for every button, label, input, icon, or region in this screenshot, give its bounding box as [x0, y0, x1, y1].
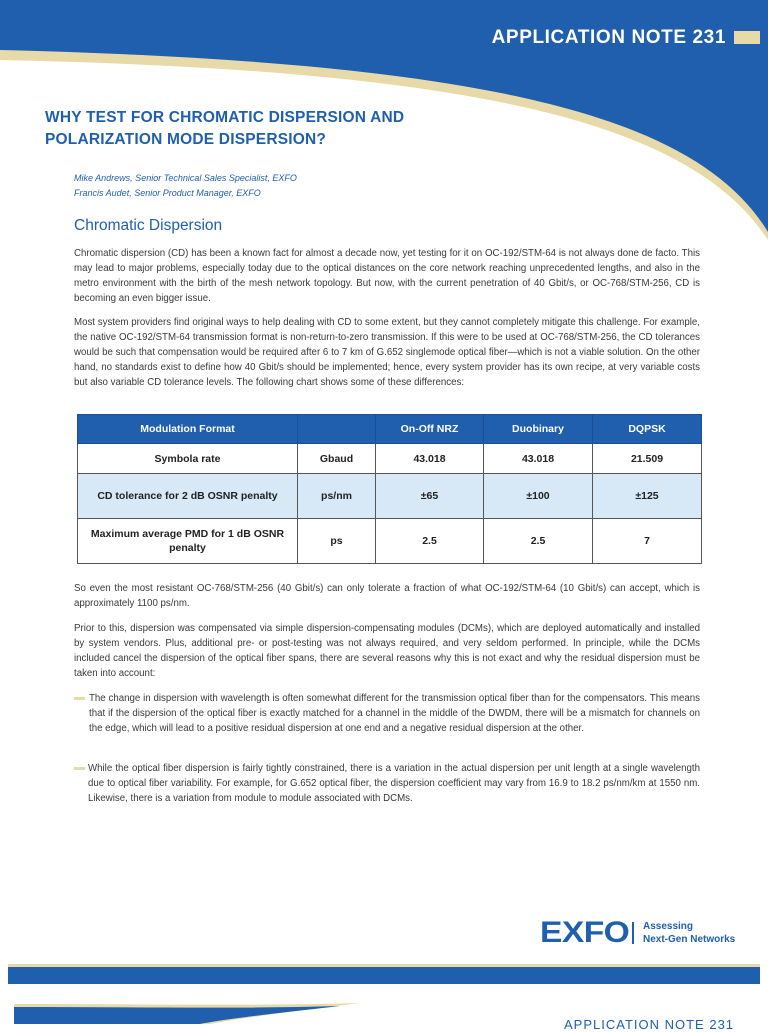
table-cell: Maximum average PMD for 1 dB OSNR penalty [78, 519, 298, 564]
modulation-format-table [77, 414, 702, 564]
author-line: Francis Audet, Senior Product Manager, EXFO [74, 188, 261, 198]
table-cell: 21.509 [593, 444, 702, 474]
table-header-row [78, 415, 702, 444]
table-header-cell [298, 415, 376, 444]
table-header-cell: On-Off NRZ [376, 415, 484, 444]
logo-tagline [643, 920, 735, 946]
bullet-marker-icon [74, 697, 85, 700]
logo-divider [632, 922, 634, 944]
table-header-cell: DQPSK [593, 415, 702, 444]
table-cell: ±100 [484, 474, 593, 519]
table-header-cell: Duobinary [484, 415, 593, 444]
page-title: WHY TEST FOR CHROMATIC DISPERSION AND POLARIZATION MODE DISPERSION? [45, 109, 405, 148]
table-cell: ps [298, 519, 376, 564]
table-cell: 7 [593, 519, 702, 564]
body-paragraph: Prior to this, dispersion was compensated via simple dispersion-compensating modules (DCMs), which are deployed automatically and installed by system vendors. Plus, additional pre- or post-testing was not always required, and very seldom performed. In principle, while the DCMs included cancel the dispersion of the optical fiber spans, there are several reasons why this is not exact and why the residual dispersion must be taken into account: [74, 623, 700, 679]
header-accent-bar [734, 31, 760, 44]
bullet-text: While the optical fiber dispersion is fairly tightly constrained, there is a variation in the actual dispersion per unit length at a single wavelength due to optical fiber variability. For example, for G.652 optical fiber, the dispersion coefficient may vary from 16.9 to 18.2 ps/nm/km at 1550 nm. Likewise, there is a variation from module to module associated with DCMs. [88, 763, 700, 804]
body-paragraph: Most system providers find original ways to help dealing with CD to some extent, but they cannot completely mitigate this challenge. For example, the native OC-192/STM-64 transmission format is non-return-to-zero transmission. If this were to be used at OC-768/STM-256, the CD tolerances would be such that compensation would be required after 6 to 7 km of G.652 singlemode optical fiber—which is not a viable solution. On the other hand, no standards exist to define how 40 Gbit/s should be implemented; hence, every system provider has its own recipe, at very variable costs but also variable CD tolerance levels. The following chart shows some of these differences: [74, 317, 700, 388]
tagline-line: Assessing [643, 921, 694, 932]
body-paragraph: Chromatic dispersion (CD) has been a known fact for almost a decade now, yet testing for it on OC-192/STM-64 is not always done de facto. This may lead to major problems, especially today due to the optical distances on the core network reaching unprecedented lengths, and also in the metro environment with the birth of the mesh network topology. But now, with the current penetration of 40 Gbit/s, or OC-768/STM-256, CD is becoming an even bigger issue. [74, 248, 700, 304]
table-cell: 43.018 [376, 444, 484, 474]
table-cell: Symbola rate [78, 444, 298, 474]
table-cell: ps/nm [298, 474, 376, 519]
table-header-cell: Modulation Format [78, 415, 298, 444]
next-page-label: APPLICATION NOTE 231 [564, 1017, 735, 1032]
table-cell: Gbaud [298, 444, 376, 474]
table-row [78, 474, 702, 519]
bullet-text: The change in dispersion with wavelength is often somewhat different for the transmission optical fiber than for the compensators. This means that if the dispersion of the optical fiber is exactly matched for a channel in the middle of the DWDM, there will be a mismatch for channels on the edge, which will lead to a positive residual dispersion at one end and a negative residual dispersion at the other. [89, 693, 700, 734]
bullet-item [74, 761, 700, 806]
table-cell: 43.018 [484, 444, 593, 474]
authors [74, 171, 297, 201]
table-cell: ±125 [593, 474, 702, 519]
bullet-item [74, 691, 700, 736]
table-cell: ±65 [376, 474, 484, 519]
body-paragraph: So even the most resistant OC-768/STM-256 (40 Gbit/s) can only tolerate a fraction of what OC-192/STM-64 (10 Gbit/s) can accept, which is approximately 1100 ps/nm. [74, 583, 700, 609]
bullet-marker-icon [74, 767, 85, 770]
footer-band [0, 960, 768, 1024]
application-note-label: APPLICATION NOTE 231 [491, 27, 726, 48]
table-row [78, 444, 702, 474]
table-cell: 2.5 [376, 519, 484, 564]
table-row [78, 519, 702, 564]
author-line: Mike Andrews, Senior Technical Sales Specialist, EXFO [74, 173, 297, 183]
section-heading: Chromatic Dispersion [74, 217, 223, 234]
table-cell: 2.5 [484, 519, 593, 564]
tagline-line: Next-Gen Networks [643, 934, 736, 945]
table-cell: CD tolerance for 2 dB OSNR penalty [78, 474, 298, 519]
logo-wordmark: EXFO [540, 916, 630, 949]
